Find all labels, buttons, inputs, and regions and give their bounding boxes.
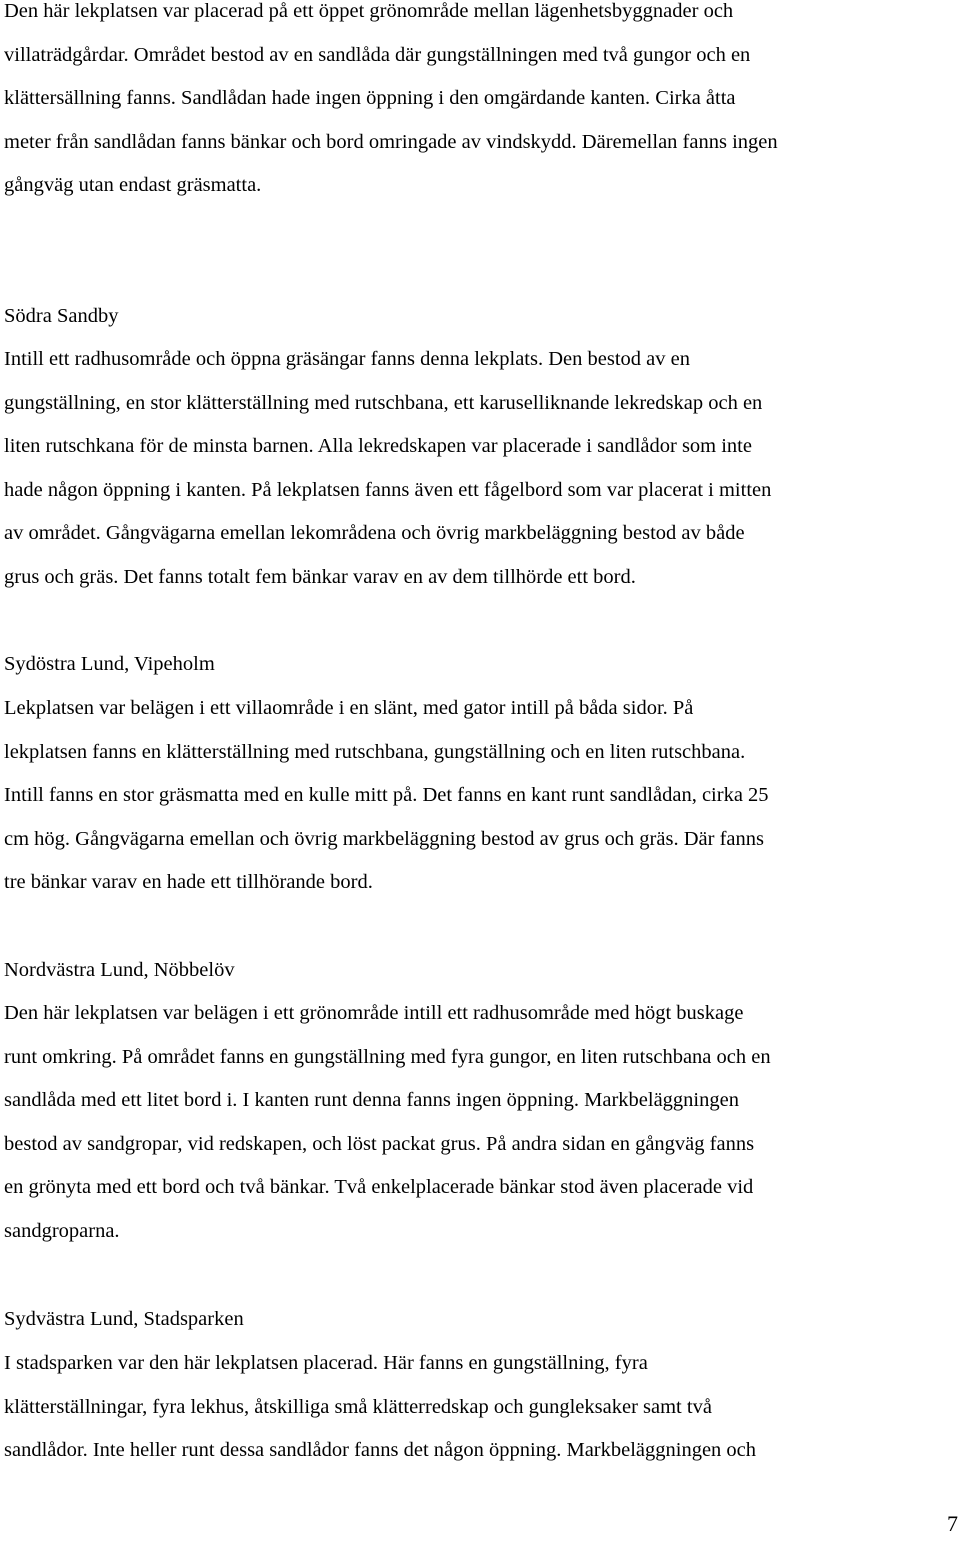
text-line: tre bänkar varav en hade ett tillhörande bord. bbox=[4, 871, 373, 894]
section-paragraph-vipeholm bbox=[4, 687, 960, 905]
text-line: Den här lekplatsen var placerad på ett öppet grönområde mellan lägenhetsbyggnader och bbox=[4, 0, 734, 22]
text-line: Intill ett radhusområde och öppna gräsängar fanns denna lekplats. Den bestod av en bbox=[4, 348, 690, 370]
text-line: lekplatsen fanns en klätterställning med rutschbana, gungställning och en liten rutschbana. bbox=[4, 740, 746, 763]
text-line: Den här lekplatsen var belägen i ett grönområde intill ett radhusområde med högt buskage bbox=[4, 1002, 744, 1024]
text-line: av området. Gångvägarna emellan lekområdena och övrig markbeläggning bestod av både bbox=[4, 522, 745, 545]
section-paragraph-sodra-sandby bbox=[4, 338, 960, 600]
text-line: villaträdgårdar. Området bestod av en sandlåda där gungställningen med två gungor och en bbox=[4, 43, 751, 66]
text-line: gungställning, en stor klätterställning med rutschbana, ett karuselliknande lekredskap och en bbox=[4, 391, 763, 414]
section-heading-sodra-sandby: Södra Sandby bbox=[4, 305, 119, 327]
section-paragraph-stadsparken bbox=[4, 1342, 960, 1473]
text-line: bestod av sandgropar, vid redskapen, och löst packat grus. På andra sidan en gångväg fanns bbox=[4, 1132, 755, 1155]
section-heading-stadsparken: Sydvästra Lund, Stadsparken bbox=[4, 1308, 244, 1330]
text-line: hade någon öppning i kanten. På lekplatsen fanns även ett fågelbord som var placerat i mitten bbox=[4, 478, 772, 501]
intro-paragraph bbox=[4, 0, 960, 208]
text-line: sandgroparna. bbox=[4, 1219, 120, 1242]
section-heading-vipeholm: Sydöstra Lund, Vipeholm bbox=[4, 653, 215, 675]
text-line: sandlådor. Inte heller runt dessa sandlådor fanns det någon öppning. Markbeläggningen och bbox=[4, 1439, 757, 1462]
text-line: grus och gräs. Det fanns totalt fem bänkar varav en av dem tillhörde ett bord. bbox=[4, 565, 636, 588]
text-line: en grönyta med ett bord och två bänkar. Två enkelplacerade bänkar stod även placerade vid bbox=[4, 1176, 754, 1199]
page-number: 7 bbox=[947, 1511, 958, 1536]
text-line: Intill fanns en stor gräsmatta med en kulle mitt på. Det fanns en kant runt sandlådan, cirka 25 bbox=[4, 784, 769, 807]
text-line: I stadsparken var den här lekplatsen placerad. Här fanns en gungställning, fyra bbox=[4, 1352, 648, 1374]
section-paragraph-nobbelov bbox=[4, 992, 960, 1254]
text-line: liten rutschkana för de minsta barnen. Alla lekredskapen var placerade i sandlådor som inte bbox=[4, 435, 752, 458]
text-line: runt omkring. På området fanns en gungställning med fyra gungor, en liten rutschbana och en bbox=[4, 1045, 771, 1068]
text-line: meter från sandlådan fanns bänkar och bord omringade av vindskydd. Däremellan fanns ingen bbox=[4, 130, 778, 153]
text-line: gångväg utan endast gräsmatta. bbox=[4, 174, 262, 197]
text-line: Lekplatsen var belägen i ett villaområde i en slänt, med gator intill på båda sidor. På bbox=[4, 697, 694, 719]
text-line: klättersällning fanns. Sandlådan hade ingen öppning i den omgärdande kanten. Cirka åtta bbox=[4, 87, 736, 110]
text-line: sandlåda med ett litet bord i. I kanten runt denna fanns ingen öppning. Markbeläggningen bbox=[4, 1089, 739, 1112]
text-line: klätterställningar, fyra lekhus, åtskilliga små klätterredskap och gungleksaker samt två bbox=[4, 1395, 712, 1418]
text-line: cm hög. Gångvägarna emellan och övrig markbeläggning bestod av grus och gräs. Där fanns bbox=[4, 827, 764, 850]
section-heading-nobbelov: Nordvästra Lund, Nöbbelöv bbox=[4, 959, 235, 981]
